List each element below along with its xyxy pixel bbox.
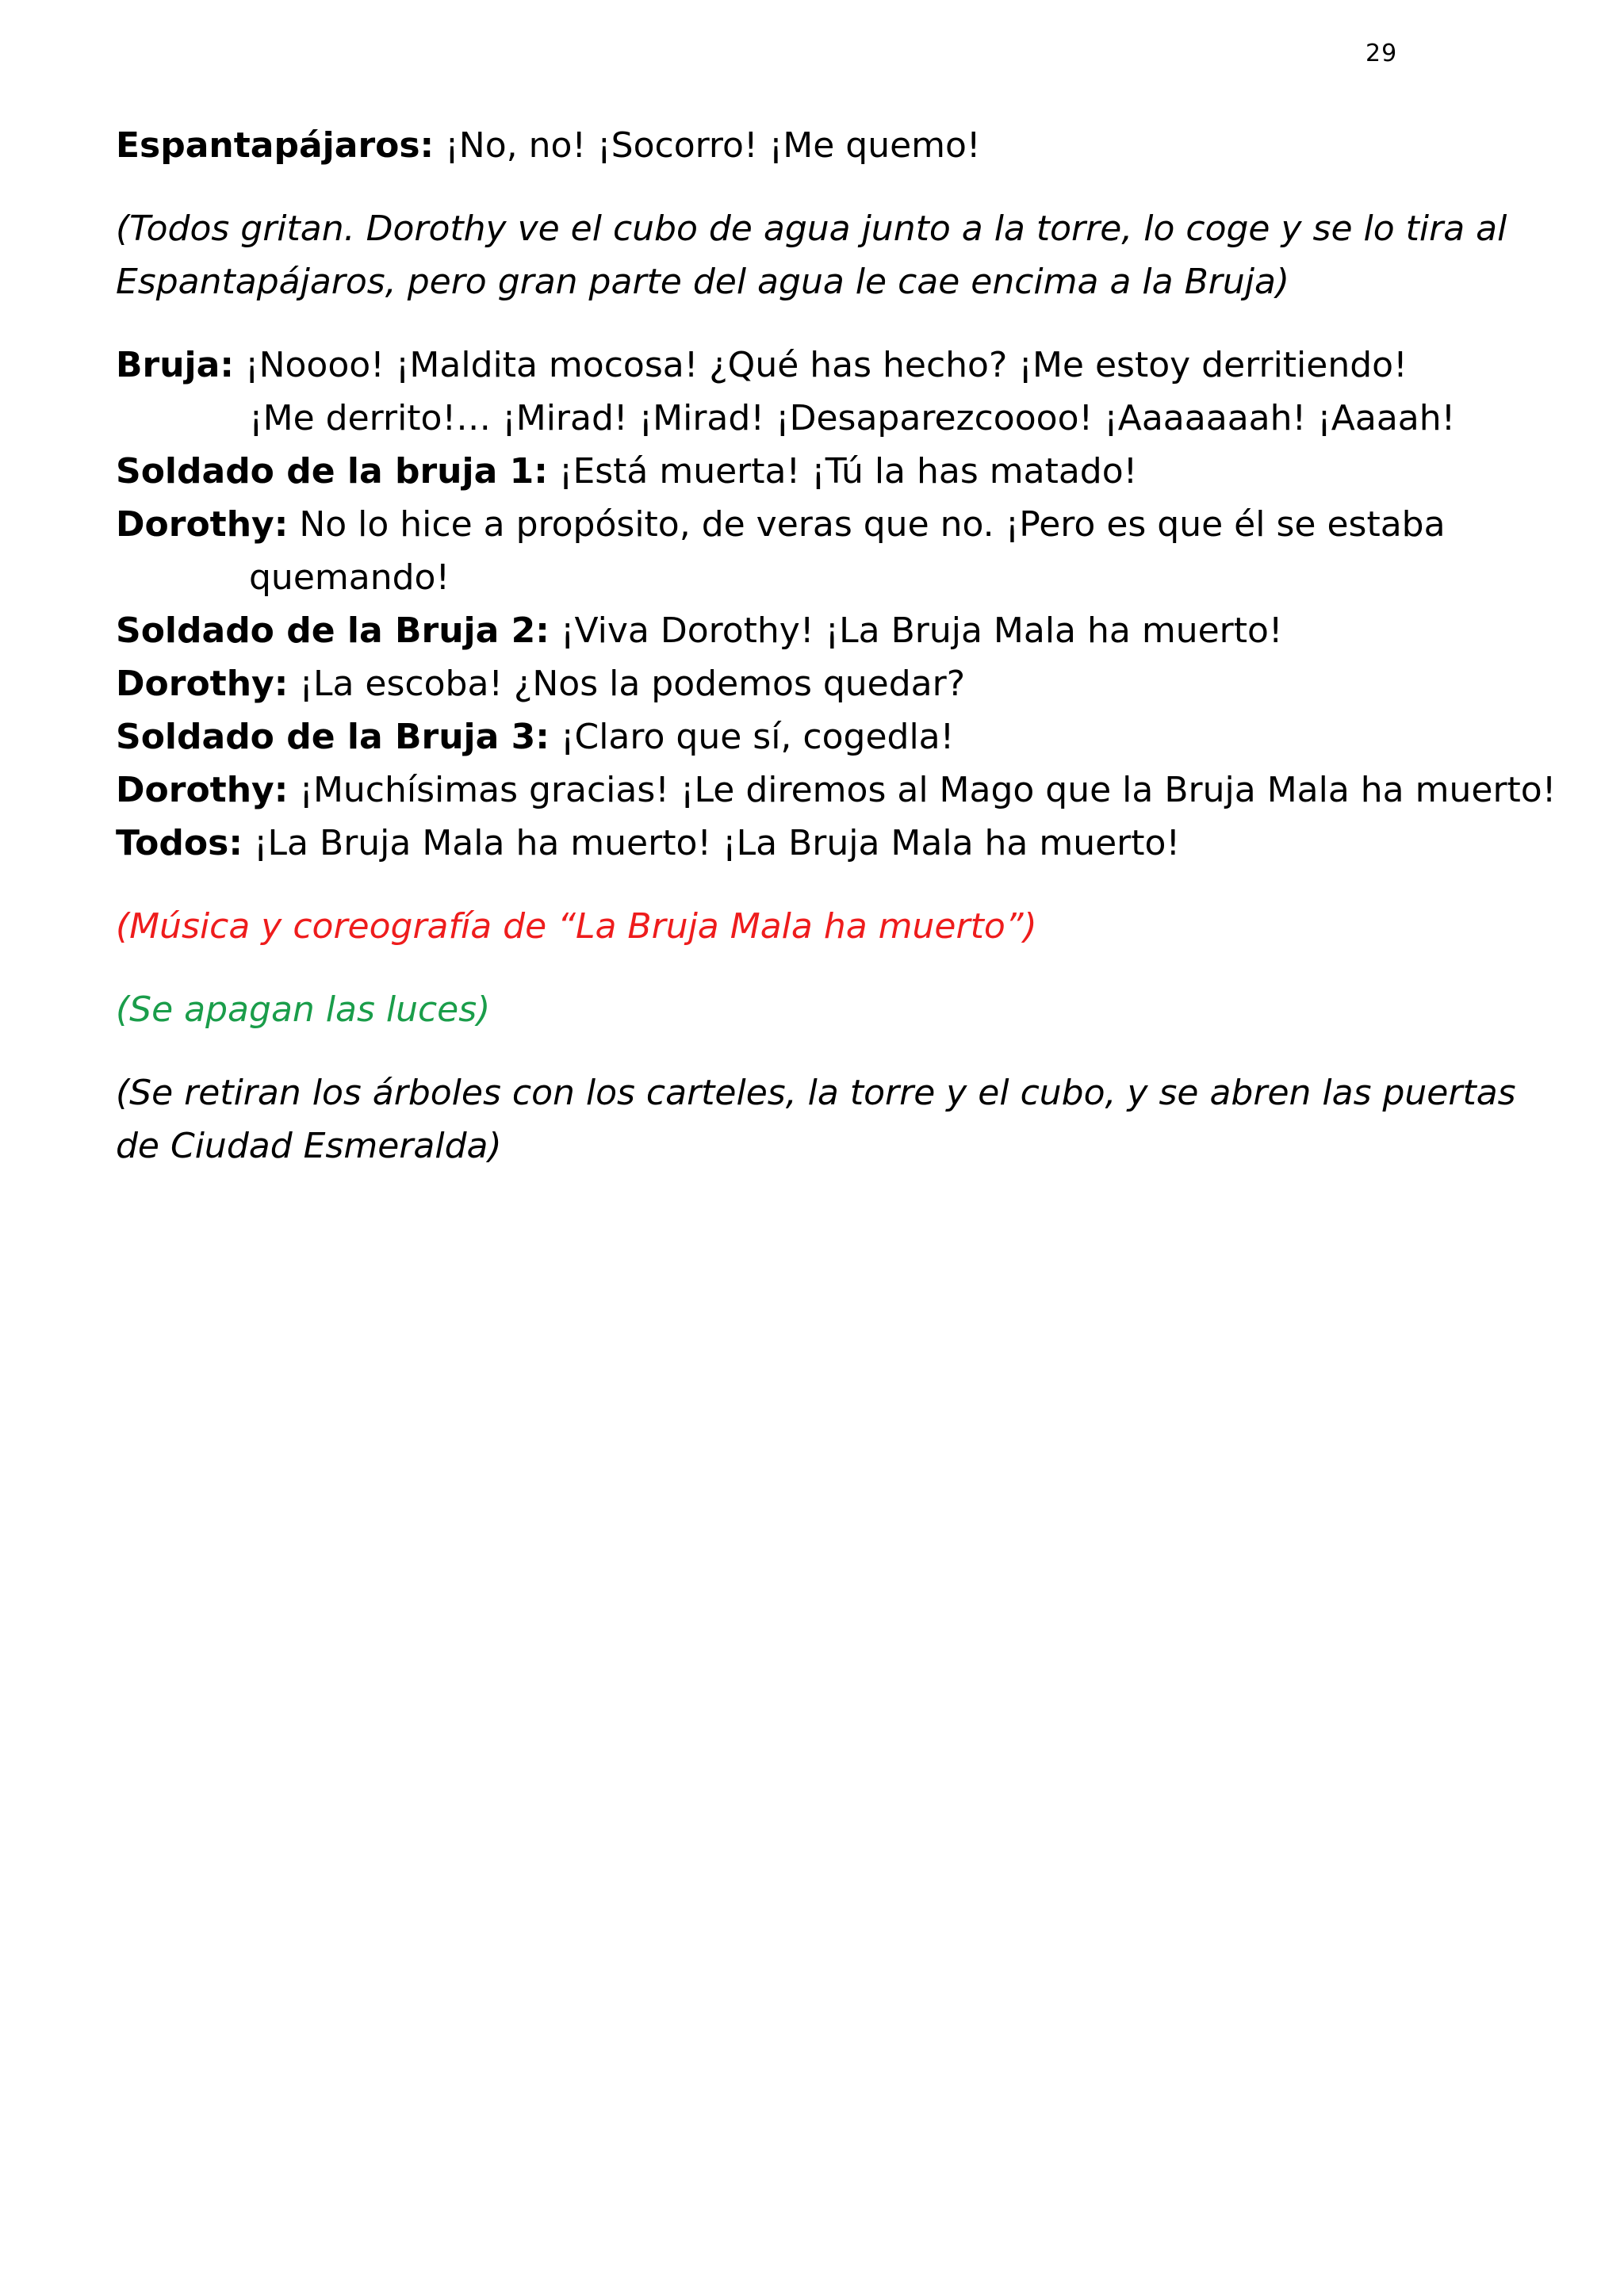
dialogue-text: ¡Noooo! ¡Maldita mocosa! ¿Qué has hecho? ¡Me estoy derritiendo! [233,345,1408,385]
spacer [116,953,1559,983]
spacer [116,870,1559,900]
dialogue-line-soldado-2 [116,604,1559,657]
stage-direction-line: Espantapájaros, pero gran parte del agua le cae encima a la Bruja) [116,262,1290,302]
dialogue-continuation: ¡Me derrito!… ¡Mirad! ¡Mirad! ¡Desaparezcoooo! ¡Aaaaaaah! ¡Aaaah! [249,398,1456,438]
dialogue-line-dorothy [116,657,1559,710]
speaker-name: Dorothy: [116,504,289,545]
lights-stage-direction: (Se apagan las luces) [116,989,491,1030]
page-number: 29 [1365,40,1398,67]
speaker-name: Bruja: [116,345,234,385]
speaker-name: Todos: [116,823,243,863]
stage-direction-line: de Ciudad Esmeralda) [116,1126,502,1166]
dialogue-line-espantapajaros [116,119,1559,172]
speaker-name: Soldado de la Bruja 2: [116,610,550,651]
dialogue-line-todos [116,817,1559,870]
dialogue-text: ¡Viva Dorothy! ¡La Bruja Mala ha muerto! [549,610,1283,651]
dialogue-continuation: quemando! [249,557,450,598]
speaker-name: Dorothy: [116,770,289,810]
spacer [116,1036,1559,1066]
dialogue-line-dorothy [116,763,1559,817]
dialogue-line-bruja [116,339,1559,392]
dialogue-text: ¡Claro que sí, cogedla! [549,717,955,757]
dialogue-text: ¡La Bruja Mala ha muerto! ¡La Bruja Mala ha muerto! [242,823,1181,863]
dialogue-line-dorothy [116,498,1559,551]
dialogue-line-soldado-1 [116,445,1559,498]
speaker-name: Dorothy: [116,664,289,704]
spacer [116,172,1559,202]
speaker-name: Espantapájaros: [116,125,435,166]
speaker-name: Soldado de la Bruja 3: [116,717,550,757]
stage-direction-line: (Se retiran los árboles con los carteles, la torre y el cubo, y se abren las puertas [116,1073,1516,1113]
music-stage-direction: (Música y coreografía de “La Bruja Mala ha muerto”) [116,906,1037,947]
speaker-name: Soldado de la bruja 1: [116,451,548,492]
dialogue-text: ¡Está muerta! ¡Tú la has matado! [547,451,1138,492]
dialogue-text: ¡No, no! ¡Socorro! ¡Me quemo! [434,125,981,166]
stage-direction-line: (Todos gritan. Dorothy ve el cubo de agua junto a la torre, lo coge y se lo tira al [116,209,1507,249]
spacer [116,308,1559,339]
dialogue-line-soldado-3 [116,710,1559,763]
dialogue-text: No lo hice a propósito, de veras que no. ¡Pero es que él se estaba [288,504,1446,545]
script-page-body [116,119,1559,1173]
dialogue-text: ¡La escoba! ¿Nos la podemos quedar? [288,664,966,704]
dialogue-text: ¡Muchísimas gracias! ¡Le diremos al Mago que la Bruja Mala ha muerto! [288,770,1557,810]
